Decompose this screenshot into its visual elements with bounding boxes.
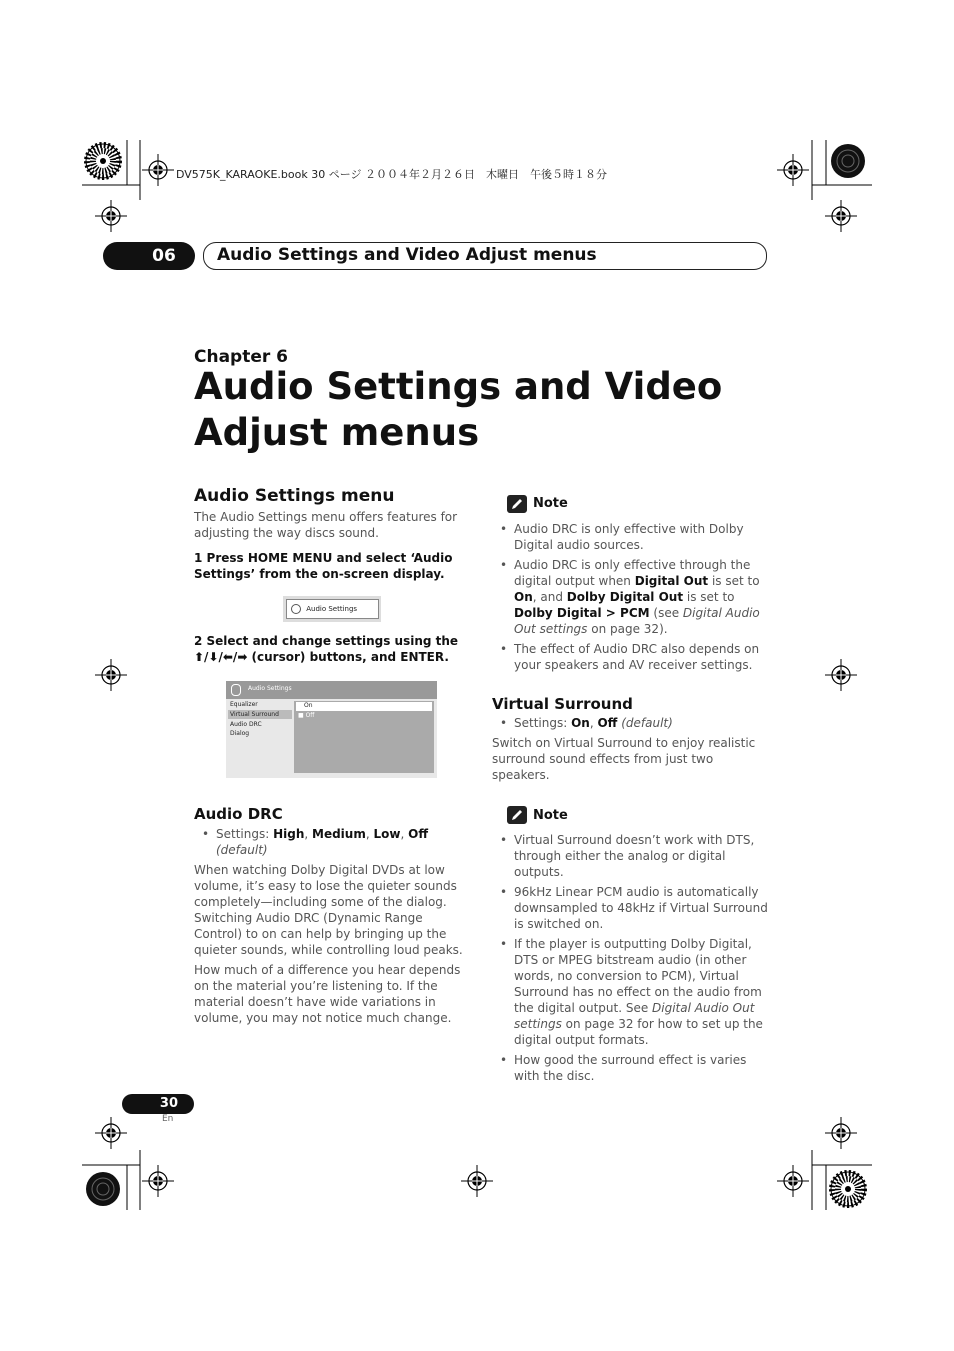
headphones-icon (231, 684, 241, 696)
left-column (194, 486, 470, 582)
note-1c: • The effect of Audio DRC also depends on your speakers and AV receiver settings. (492, 641, 770, 673)
chapter-number: 06 (152, 246, 176, 266)
virtual-surround-settings-list (492, 715, 770, 731)
note-2c: • If the player is outputting Dolby Digital, DTS or MPEG bitstream audio (in other words, no conversion to PCM), Virtual Surround has no effect on the audio from the digital output. See Digital Audio Out settings on page 32 for how to set up the digital output formats. (492, 936, 770, 1048)
osd-title: Audio Settings (248, 685, 292, 692)
osd-option-on: On (296, 702, 432, 711)
note-2a: • Virtual Surround doesn’t work with DTS, through either the analog or digital outputs. (492, 832, 770, 880)
note-heading-1: Note (507, 493, 770, 513)
audio-drc-paragraph-1: When watching Dolby Digital DVDs at low volume, it’s easy to lose the quieter sounds completely—including some of the dialog. Switching Audio DRC (Dynamic Range Control) to on can help by bringing up the quieter sounds, while controlling loud peaks. (194, 863, 463, 957)
audio-drc-paragraph-2: How much of a difference you hear depends on the material you’re listening to. If the material doesn’t have wide variations in volume, you may not notice much change. (194, 963, 461, 1025)
chapter-bar-title: Audio Settings and Video Adjust menus (217, 245, 597, 265)
audio-drc-heading: Audio DRC (194, 805, 283, 823)
note-1a: • Audio DRC is only effective with Dolby Digital audio sources. (492, 521, 770, 553)
virtual-surround-settings: • Settings: On, Off (default) (492, 715, 770, 731)
note-heading-2: Note (507, 805, 770, 825)
intro-text: The Audio Settings menu offers features for adjusting the way discs sound. (194, 510, 458, 540)
note-list-2 (492, 832, 770, 1084)
osd-options-pane (294, 701, 434, 773)
note-1b: • Audio DRC is only effective through the digital output when Digital Out is set to On, and Dolby Digital Out is set to Dolby Digital > PCM (see Digital Audio Out settings on page 32). (492, 557, 770, 637)
osd-item-equalizer: Equalizer (230, 701, 258, 708)
page-number: 30 (159, 1096, 178, 1111)
osd-item-dialog: Dialog (230, 730, 250, 737)
virtual-surround-heading: Virtual Surround (492, 694, 633, 713)
note-2b: • 96kHz Linear PCM audio is automatically downsampled to 48kHz if Virtual Surround is switched on. (492, 884, 770, 932)
note-pencil-icon (507, 495, 527, 513)
chapter-label: Chapter 6 (194, 347, 289, 367)
osd-item-audio-drc: Audio DRC (230, 721, 262, 728)
file-info: DV575K_KARAOKE.book 30 ページ ２００４年２月２６日 木曜日 午後５時１８分 (176, 168, 607, 181)
audio-drc-section (194, 805, 470, 1026)
audio-drc-settings: • Settings: High, Medium, Low, Off (default) (194, 826, 470, 858)
page-title-line1: Audio Settings and Video (194, 365, 723, 408)
note-pencil-icon (507, 806, 527, 824)
osd-small-label: Audio Settings (306, 605, 358, 613)
osd-audio-settings-screenshot (226, 681, 437, 778)
page-language: En (162, 1114, 174, 1124)
page-title-line2: Adjust menus (194, 411, 480, 454)
step-1: 1 Press HOME MENU and select ‘Audio Settings’ from the on-screen display. (194, 551, 453, 581)
step-2: 2 Select and change settings using the ⬆/⬇/⬅/➡ (cursor) buttons, and ENTER. (194, 634, 459, 664)
osd-header (226, 681, 437, 699)
page-title (194, 364, 814, 456)
virtual-surround-description: Switch on Virtual Surround to enjoy realistic surround sound effects from just two speakers. (492, 735, 756, 782)
osd-item-virtual-surround: Virtual Surround (230, 711, 279, 718)
osd-home-menu-screenshot (283, 596, 381, 622)
note-list-1 (492, 521, 770, 673)
page-number-badge (122, 1094, 194, 1114)
right-column (492, 493, 770, 1088)
headphones-icon (291, 604, 301, 614)
note-2d: • How good the surround effect is varies with the disc. (492, 1052, 770, 1084)
audio-settings-heading: Audio Settings menu (194, 486, 395, 506)
chapter-number-badge (103, 242, 195, 270)
osd-option-off: ■ Off (298, 712, 315, 719)
audio-drc-settings-list (194, 826, 470, 858)
